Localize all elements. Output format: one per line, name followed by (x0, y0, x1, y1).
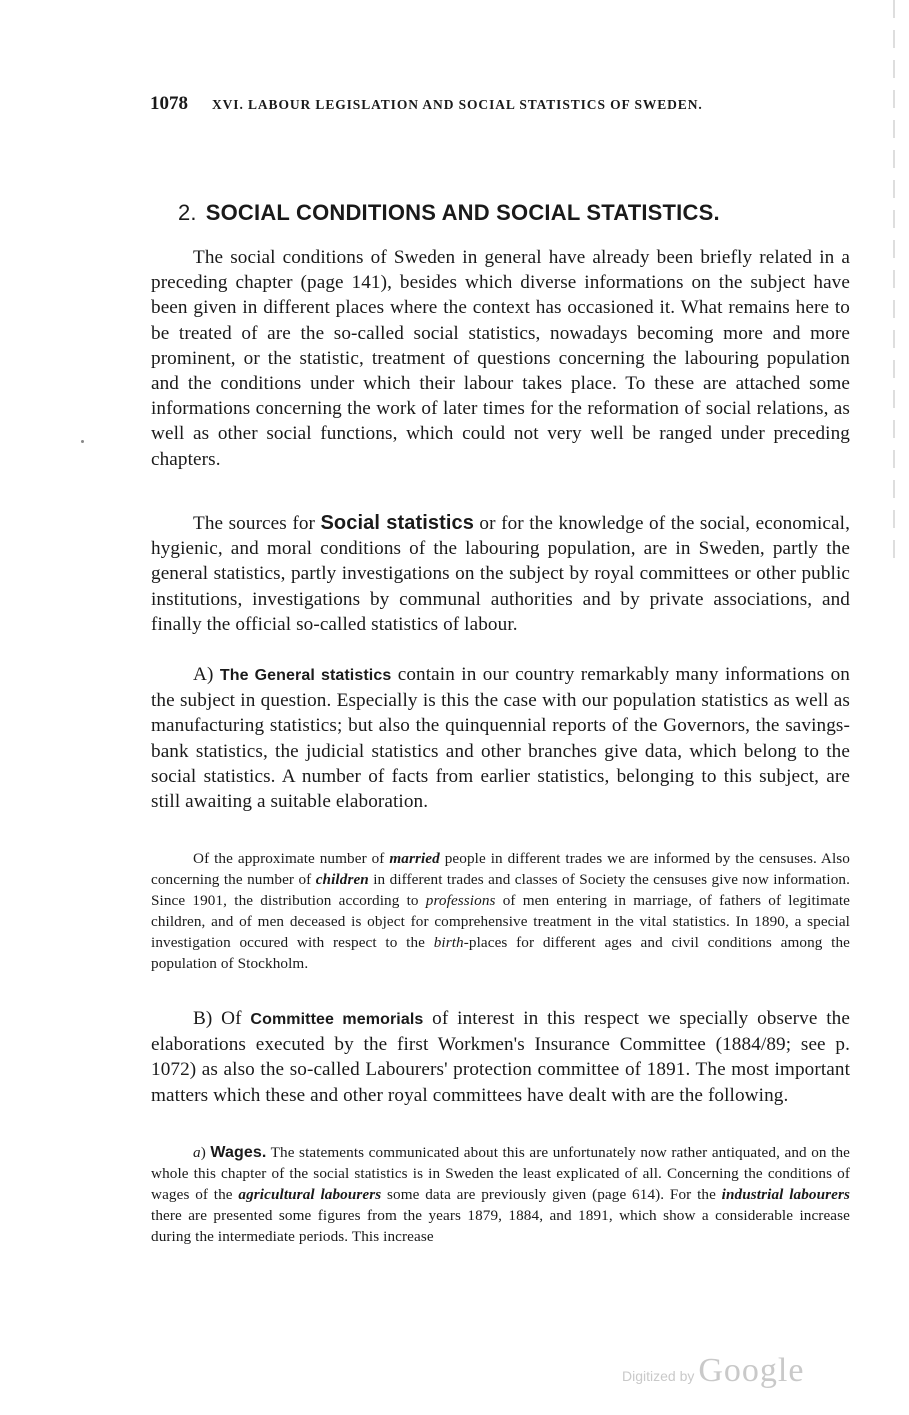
term-committee-memorials: Committee memorials (250, 1011, 424, 1028)
term-social-statistics: Social statistics (320, 512, 474, 534)
text-run: -places for different ages and civil conditions among the population of Stockholm. (151, 934, 851, 972)
text-run: or for the knowledge of the social, economical, hygienic, and moral conditions of the labouring population, are in Sweden, partly the general statistics, partly investigations on the subject by royal committees or other public institutions, investigations by communal authorities and by private associations, and finally the official so-called statistics of labour. (151, 513, 850, 635)
text-run: there are presented some figures from the years 1879, 1884, and 1891, which show a considerable increase during the intermediate periods. This increase (151, 1207, 850, 1245)
text-run: contain in our country remarkably many informations on the subject in question. Especially is this the case with our population statistics as well as manufacturing statistics; but also the quinquennial reports of the Governors, the savings-bank statistics, the judicial statistics and other branches give data, which belong to the social statistics. A number of facts from earlier statistics, belonging to this subject, are still awaiting a suitable elaboration. (151, 664, 850, 813)
term-agricultural-labourers: agricultural labourers (238, 1186, 382, 1203)
term-children: children (315, 871, 369, 888)
watermark-logo: Google (698, 1352, 805, 1389)
paragraph-general-statistics (151, 662, 850, 814)
small-note-wages (151, 1142, 850, 1247)
page-edge-artifact (893, 0, 895, 560)
watermark-prefix: Digitized by (622, 1368, 695, 1384)
paragraph-intro-block (151, 245, 850, 472)
paragraph-committee-block (151, 1006, 850, 1108)
text-run: of interest in this respect we specially observe the elaborations executed by the first Workmen's Insurance Committee (1884/89; see p. 1072) as also the so-called Labourers' protection committee of 1891. The most important matters which these and other royal committees have dealt with are the following. (151, 1008, 850, 1106)
page-header (150, 93, 830, 115)
small-note-census-block (151, 848, 850, 974)
text-run: in different trades and classes of Society the censuses give now information. Since 1901, the distribution according to (151, 871, 850, 909)
term-industrial-labourers: industrial labourers (721, 1186, 851, 1203)
paragraph-committee (151, 1006, 850, 1108)
text-run: some data are previously given (page 614). For the (381, 1186, 722, 1203)
term-wages: Wages. (210, 1144, 267, 1161)
text-run: people in different trades we are informed by the censuses. Also concerning the number of (151, 850, 850, 888)
text-run: of men entering in marriage, of fathers of legitimate children, and of men deceased is object for comprehensive treatment in the vital statistics. In 1890, a special investigation occured with respect to the (151, 892, 851, 951)
running-head: XVI. LABOUR LEGISLATION AND SOCIAL STATISTICS OF SWEDEN. (212, 97, 703, 112)
text-run: Of the approximate number of (193, 850, 390, 867)
term-birth: birth (433, 934, 464, 951)
paragraph-general-statistics-block (151, 662, 850, 814)
scan-speck (81, 440, 84, 443)
page-number: 1078 (150, 93, 188, 114)
small-note-census (151, 848, 850, 974)
section-number: 2. (178, 200, 197, 225)
term-professions: professions (425, 892, 496, 909)
item-label: A) (193, 664, 220, 685)
paragraph-intro: The social conditions of Sweden in general have already been briefly related in a preceding chapter (page 141), besides which diverse informations on the subject have been given in different places where the context has occasioned it. What remains here to be treated of are the so-called social statistics, nowadays becoming more and more prominent, or the statistic, treatment of questions concerning the labouring population and the conditions under which their labour takes place. To these are attached some informations concerning the work of later times for the reformation of social relations, as well as other social functions, which could not very well be ranged under preceding chapters. (151, 247, 850, 470)
section-title (178, 200, 720, 226)
paragraph-sources-block (151, 511, 850, 637)
text-run: The statements communicated about this are unfortunately now rather antiquated, and on the whole this chapter of the social statistics is in Sweden the least explicated of all. Concerning the conditions of wages of the (151, 1144, 850, 1203)
text-run: The sources for (193, 513, 321, 534)
item-letter: a (193, 1144, 201, 1161)
term-general-statistics: The General statistics (219, 667, 392, 684)
text-run: ) (200, 1144, 211, 1161)
term-married: married (389, 850, 440, 867)
item-label: B) Of (193, 1008, 251, 1029)
small-note-wages-block (151, 1142, 850, 1247)
section-title-text: SOCIAL CONDITIONS AND SOCIAL STATISTICS. (205, 200, 720, 225)
digitized-watermark (622, 1352, 804, 1390)
paragraph-sources (151, 511, 850, 637)
